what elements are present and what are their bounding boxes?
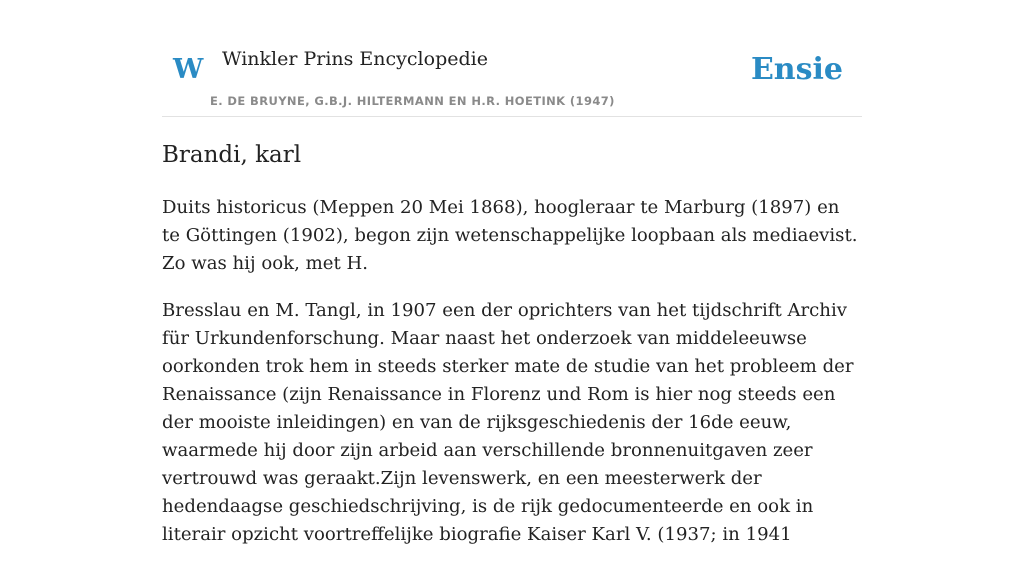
winkler-prins-logo[interactable]: W: [173, 54, 204, 85]
article: [162, 138, 862, 568]
book-title[interactable]: Winkler Prins Encyclopedie: [222, 48, 488, 70]
book-authors: E. DE BRUYNE, G.B.J. HILTERMANN EN H.R. HOETINK (1947): [210, 94, 615, 108]
ensie-logo[interactable]: Ensie: [750, 52, 843, 87]
article-paragraph: Duits historicus (Meppen 20 Mei 1868), hoogleraar te Marburg (1897) en te Göttingen (1902), begon zijn wetenschappelijke loopbaan als mediaevist. Zo was hij ook, met H.: [162, 197, 858, 274]
site-header: [162, 0, 862, 117]
article-paragraph: Bresslau en M. Tangl, in 1907 een der oprichters van het tijdschrift Archiv für Urkundenforschung. Maar naast het onderzoek van middeleeuwse oorkonden trok hem in steeds sterker mate de studie van het probleem der Renaissance (zijn Renaissance in Florenz und Rom is hier nog steeds een der mooiste inleidingen) en van de rijksgeschiedenis der 16de eeuw, waarmede hij door zijn arbeid aan verschillende bronnenuitgaven zeer vertrouwd was geraakt.Zijn levenswerk, en een meesterwerk der hedendaagse geschiedschrijving, is de rijk gedocumenteerde en ook in literair opzicht voortreffelijke biografie Kaiser Karl V. (1937; in 1941: [162, 300, 854, 545]
entry-title: Brandi, karl: [162, 142, 302, 168]
